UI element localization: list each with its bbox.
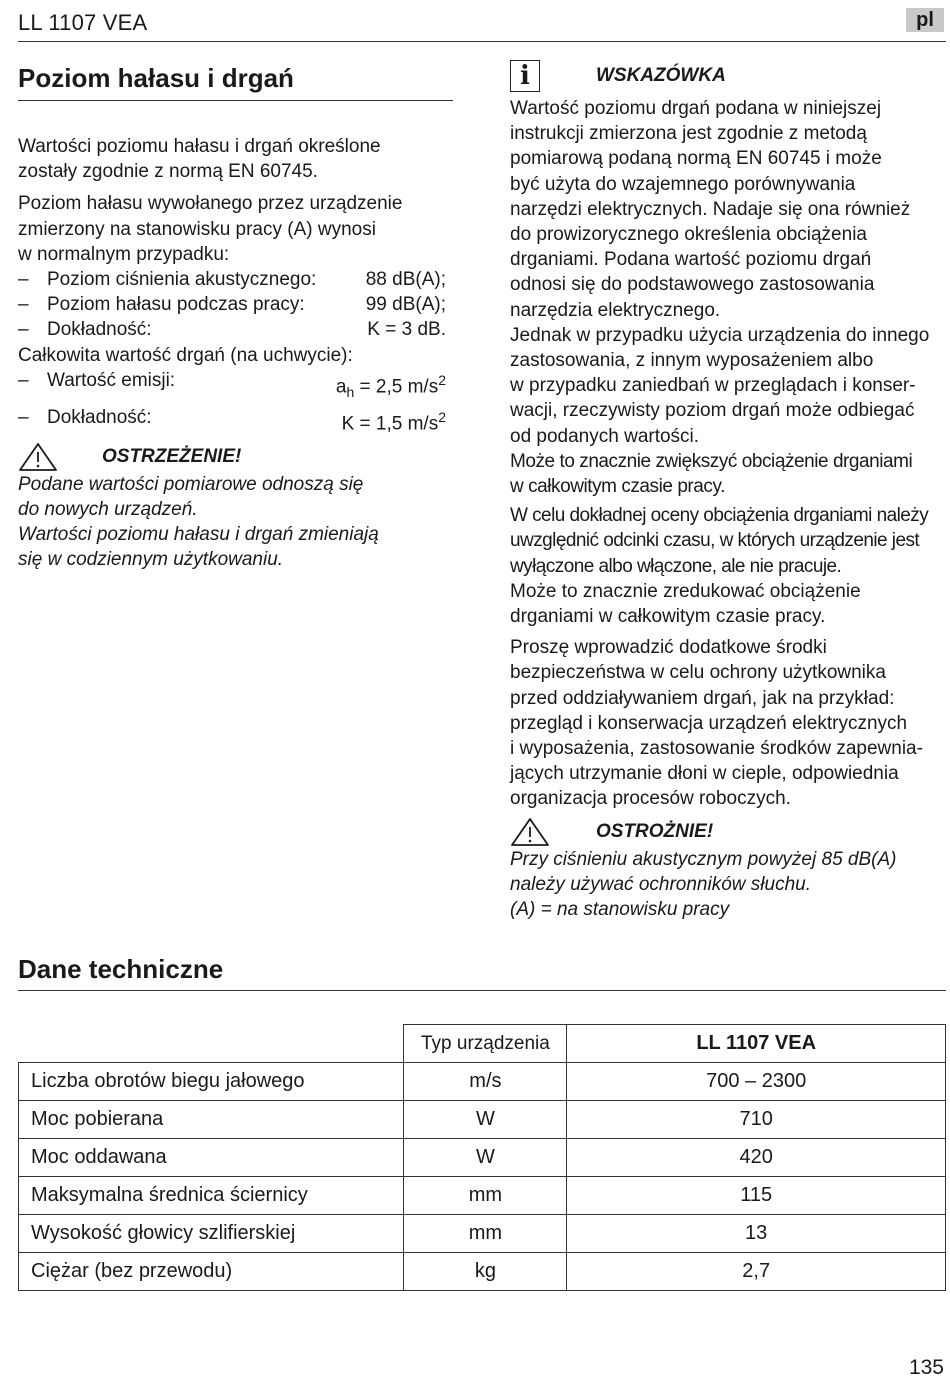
row-label: Moc pobierana <box>19 1101 404 1139</box>
caution-line: Przy ciśnieniu akustycznym powyżej 85 dB(A) <box>510 848 897 870</box>
caution-line: należy używać ochronników słuchu. <box>510 873 811 895</box>
caution-line: (A) = na stanowisku pracy <box>510 899 730 921</box>
language-badge: pl <box>906 8 944 32</box>
warning-line: do nowych urządzeń. <box>18 498 198 520</box>
table-row <box>19 1063 946 1101</box>
warning-line: się w codziennym użytkowaniu. <box>18 549 284 571</box>
note-title: WSKAZÓWKA <box>596 65 726 87</box>
row-unit: kg <box>404 1253 567 1291</box>
list-dash: – <box>18 269 29 291</box>
row-value: 420 <box>567 1139 946 1177</box>
row-unit: W <box>404 1139 567 1177</box>
noise-item-label: Poziom hałasu podczas pracy: <box>47 294 305 316</box>
noise-item <box>18 317 446 342</box>
noise-item-value: 88 dB(A); <box>365 269 446 291</box>
row-unit: mm <box>404 1215 567 1253</box>
caution-title: OSTROŻNIE! <box>596 821 714 843</box>
vibration-item-label: Dokładność: <box>47 407 152 429</box>
row-value: 2,7 <box>567 1253 946 1291</box>
row-value: 710 <box>567 1101 946 1139</box>
warning-header <box>18 442 446 472</box>
noise-intro-line: Poziom hałasu wywołanego przez urządzenie <box>18 193 403 215</box>
tech-section-title: Dane techniczne <box>18 954 224 984</box>
note-section <box>510 58 946 922</box>
vibration-intro: Całkowita wartość drgań (na uchwycie): <box>18 344 353 366</box>
table-header-model: LL 1107 VEA <box>567 1025 946 1063</box>
table-row <box>19 1177 946 1215</box>
intro-line: zostały zgodnie z normą EN 60745. <box>18 161 318 183</box>
row-label: Liczba obrotów biegu jałowego <box>19 1063 404 1101</box>
table-header-label <box>19 1025 404 1063</box>
row-value: 115 <box>567 1177 946 1215</box>
info-icon: i <box>510 60 540 92</box>
note-paragraph: Proszę wprowadzić dodatkowe środki bezpieczeństwa w celu ochrony użytkownika przed oddziaływaniem drgań, jak na przykład: przegląd i konserwacja urządzeń elektrycznych i wyposażenia, zastosowanie środków zapewnia- jących utrzymanie dłoni w cieple, odpowiednia organizacja procesów roboczych. <box>510 637 923 810</box>
noise-section-title: Poziom hałasu i drgań <box>18 63 294 93</box>
noise-section-divider <box>18 100 453 101</box>
row-value: 700 – 2300 <box>567 1063 946 1101</box>
table-row <box>19 1215 946 1253</box>
warning-title: OSTRZEŻENIE! <box>102 446 242 468</box>
vibration-item-value: $a_h = 2,5$ $m/s^2$ <box>335 371 446 400</box>
table-header-row <box>19 1025 946 1063</box>
warning-triangle-icon <box>18 442 58 472</box>
noise-item-label: Poziom ciśnienia akustycznego: <box>47 269 317 291</box>
noise-item <box>18 292 446 317</box>
note-paragraph: Jednak w przypadku użycia urządzenia do innego zastosowania, z innym wyposażeniem albo w przypadku zaniedbań w przeglądach i konser- wacji, rzeczywisty poziom drgań może odbiegać od podanych wartości. <box>510 324 930 447</box>
page-number: 135 <box>908 1356 944 1379</box>
warning-line: Wartości poziomu hałasu i drgań zmieniają <box>18 524 379 546</box>
list-dash: – <box>18 369 29 391</box>
noise-intro-line: zmierzony na stanowisku pracy (A) wynosi <box>18 218 376 240</box>
row-unit: mm <box>404 1177 567 1215</box>
noise-section-body <box>18 134 446 573</box>
warning-triangle-icon <box>510 817 550 847</box>
table-row <box>19 1139 946 1177</box>
vibration-item <box>18 405 446 437</box>
intro-line: Wartości poziomu hałasu i drgań określone <box>18 136 381 157</box>
list-dash: – <box>18 407 29 429</box>
row-label: Wysokość głowicy szlifierskiej <box>19 1215 404 1253</box>
note-header <box>510 58 946 94</box>
row-label: Ciężar (bez przewodu) <box>19 1253 404 1291</box>
vibration-item-value: K = 1,5 $m/s^2$ <box>341 409 446 435</box>
document-header-title: LL 1107 VEA <box>18 10 148 35</box>
table-row <box>19 1253 946 1291</box>
tech-section-divider <box>18 990 946 991</box>
vibration-item-label: Wartość emisji: <box>47 369 176 391</box>
noise-item-value: 99 dB(A); <box>365 294 446 316</box>
list-dash: – <box>18 294 29 316</box>
warning-line: Podane wartości pomiarowe odnoszą się <box>18 473 364 495</box>
list-dash: – <box>18 319 29 341</box>
row-unit: m/s <box>404 1063 567 1101</box>
row-value: 13 <box>567 1215 946 1253</box>
note-paragraph: Może to znacznie zwiększyć obciążenie drganiami w całkowitym czasie pracy. <box>510 450 913 498</box>
caution-header <box>510 817 946 847</box>
note-paragraph: Wartość poziomu drgań podana w niniejszej instrukcji zmierzona jest zgodnie z metodą pomiarową podaną normą EN 60745 i może być użyta do wzajemnego porównywania narzędzi elektrycznych. Nadaje się ona również do prowizorycznego określenia obciążenia drganiami. Podana wartość poziomu drgań odnosi się do podstawowego zastosowania narzędzia elektrycznego. <box>510 98 911 321</box>
table-header-type: Typ urządzenia <box>404 1025 567 1063</box>
row-label: Maksymalna średnica ściernicy <box>19 1177 404 1215</box>
header-divider <box>18 41 946 42</box>
tech-data-table <box>18 1024 946 1291</box>
note-paragraph: W celu dokładnej oceny obciążenia drganiami należy uwzględnić odcinki czasu, w których urządzenie jest wyłączone albo włączone, ale nie pracuje. <box>510 505 929 577</box>
row-unit: W <box>404 1101 567 1139</box>
note-paragraph: Może to znacznie zredukować obciążenie drganiami w całkowitym czasie pracy. <box>510 580 861 628</box>
noise-item <box>18 267 446 292</box>
noise-item-value: K = 3 dB. <box>367 319 446 341</box>
table-row <box>19 1101 946 1139</box>
vibration-item <box>18 368 446 405</box>
row-label: Moc oddawana <box>19 1139 404 1177</box>
noise-intro-line: w normalnym przypadku: <box>18 243 230 265</box>
noise-item-label: Dokładność: <box>47 319 152 341</box>
